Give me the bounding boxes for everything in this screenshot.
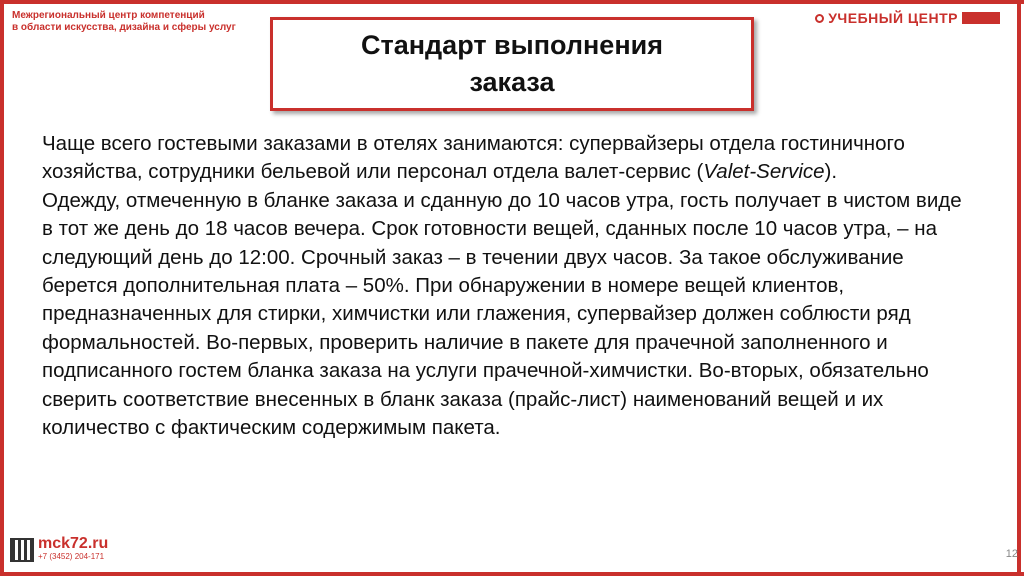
paragraph-1-italic: Valet-Service bbox=[703, 160, 825, 184]
logo-badge-icon bbox=[962, 12, 1000, 24]
paragraph-1 bbox=[42, 130, 962, 187]
title-box bbox=[270, 17, 754, 111]
org-line-1: Межрегиональный центр компетенций bbox=[12, 10, 205, 21]
slide-body bbox=[42, 130, 962, 442]
qr-code-icon bbox=[10, 538, 34, 562]
site-url[interactable]: mck72.ru bbox=[38, 535, 109, 552]
frame-top-border bbox=[0, 0, 1024, 4]
org-line-2: в области искусства, дизайна и сферы услуг bbox=[12, 22, 236, 33]
frame-left-border bbox=[0, 0, 4, 576]
slide-title bbox=[361, 27, 663, 101]
training-center-logo bbox=[815, 10, 1000, 26]
phone-number: +7 (3452) 204-171 bbox=[38, 552, 105, 561]
page-number: 12 bbox=[1005, 548, 1018, 560]
paragraph-1-end: ). bbox=[824, 160, 838, 184]
title-line-1: Стандарт выполнения bbox=[361, 30, 663, 60]
paragraph-1-text: Чаще всего гостевыми заказами в отелях занимаются: супервайзеры отдела гостиничного хозяйства, сотрудники бельевой или персонал отдела валет-сервис ( bbox=[42, 132, 905, 184]
logo-circle-icon bbox=[815, 14, 824, 23]
footer-contacts bbox=[38, 535, 108, 562]
paragraph-2: Одежду, отмеченную в бланке заказа и сданную до 10 часов утра, гость получает в чистом виде в тот же день до 18 часов вечера. Срок готовности вещей, сданных после 10 часов утра, – на следующий день до 12:00. Срочный заказ – в течении двух часов. За такое обслуживание берется дополнительная плата – 50%. При обнаружении в номере вещей клиентов, предназначенных для стирки, химчистки или глажения, супервайзер должен соблюсти ряд формальностей. Во-первых, проверить наличие в пакете для прачечной заполненного и подписанного гостем бланка заказа на услуги прачечной-химчистки. Во-вторых, обязательно сверить соответствие внесенных в бланк заказа (прайс-лист) наименований вещей и их количество с фактическим содержимым пакета. bbox=[42, 188, 962, 440]
logo-text: УЧЕБНЫЙ ЦЕНТР bbox=[828, 10, 958, 26]
frame-right-border bbox=[1017, 0, 1021, 576]
frame-bottom-border bbox=[0, 572, 1024, 576]
title-line-2: заказа bbox=[469, 67, 555, 97]
organization-name bbox=[12, 10, 236, 34]
